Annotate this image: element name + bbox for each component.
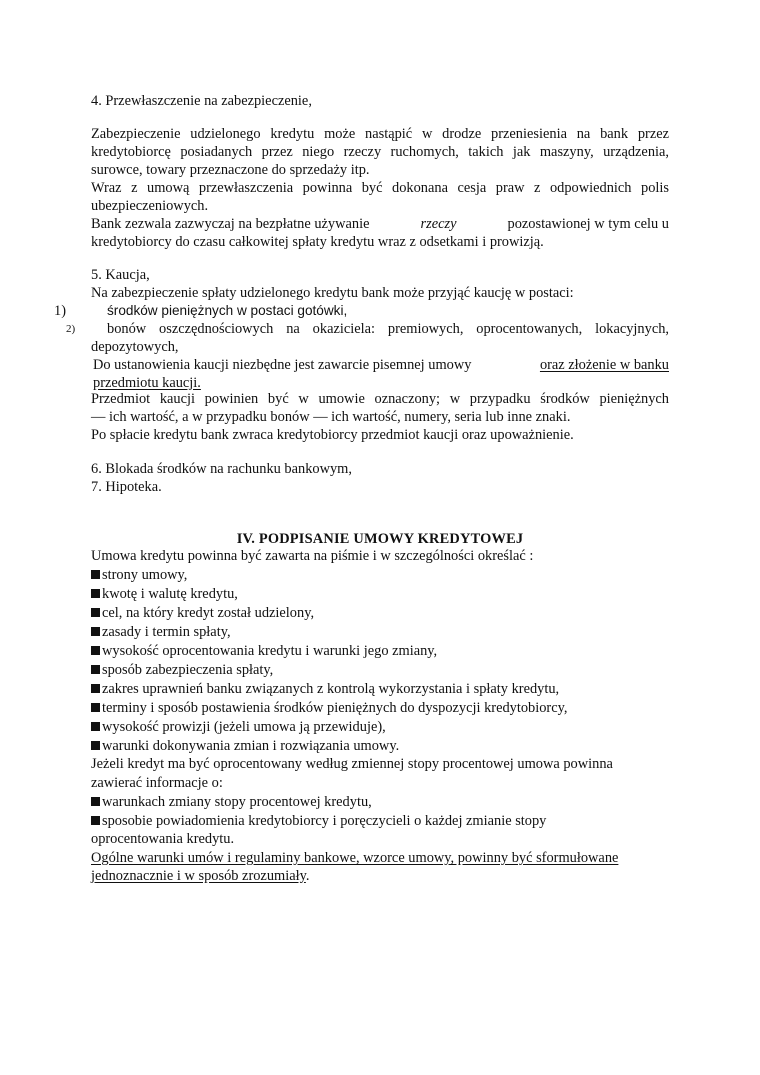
list-item [91, 680, 559, 698]
list-item [91, 661, 273, 679]
square-bullet-icon [91, 816, 100, 825]
section-4-line: Zabezpieczenie udzielonego kredytu może nastąpić w drodze przeniesienia na bank przez [91, 126, 669, 142]
section-4-text: pozostawionej w tym celu u [507, 216, 669, 232]
section-6-title: 6. Blokada środków na rachunku bankowym, [91, 461, 352, 477]
list-item-text: kwotę i walutę kredytu, [102, 586, 238, 602]
list-number: 2) [66, 323, 76, 335]
section-5-paragraph [93, 356, 669, 374]
square-bullet-icon [91, 570, 100, 579]
list-number: 1) [54, 303, 66, 319]
section-5-line: — ich wartość, a w przypadku bonów — ich wartość, numery, seria lub inne znaki. [91, 409, 571, 425]
section-iv-heading: IV. PODPISANIE UMOWY KREDYTOWEJ [236, 531, 524, 547]
section-5-line: Po spłacie kredytu bank zwraca kredytobiorcy przedmiot kaucji oraz upoważnienie. [91, 427, 574, 443]
list-item-text: sposobie powiadomienia kredytobiorcy i poręczycieli o każdej zmianie stopy [102, 813, 547, 829]
section-5-underlined: oraz złożenie w banku [539, 357, 669, 373]
list-item-text: zasady i termin spłaty, [102, 624, 231, 640]
square-bullet-icon [91, 646, 100, 655]
list-item-text: zakres uprawnień banku związanych z kontrolą wykorzystania i spłaty kredytu, [102, 681, 560, 697]
square-bullet-icon [91, 627, 100, 636]
list-item-text: wysokość prowizji (jeżeli umowa ją przewiduje), [102, 719, 386, 735]
section-7-title: 7. Hipoteka. [91, 479, 162, 495]
section-4-line: kredytobiorcy do czasu całkowitej spłaty kredytu wraz z odsetkami i prowizją. [91, 234, 544, 250]
section-4-italic-word: rzeczy [420, 216, 457, 232]
list-item-text: warunkach zmiany stopy procentowej kredytu, [102, 794, 372, 810]
list-item [91, 812, 546, 830]
section-iv-line: Jeżeli kredyt ma być oprocentowany według zmiennej stopy procentowej umowa powinna [91, 756, 613, 772]
list-item-text: warunki dokonywania zmian i rozwiązania umowy. [102, 738, 400, 754]
list-item [91, 623, 231, 641]
section-iv-line: zawierać informacje o: [91, 775, 223, 791]
list-item [91, 585, 238, 603]
section-4-line: surowce, towary przeznaczone do sprzedaży itp. [91, 162, 370, 178]
square-bullet-icon [91, 797, 100, 806]
section-4-line: Wraz z umową przewłaszczenia powinna być dokonana cesja praw z odpowiednich polis [91, 180, 669, 196]
section-4-line: kredytobiorcę posiadanych przez niego rzeczy ruchomych, takich jak maszyny, urządzenia, [91, 144, 669, 160]
square-bullet-icon [91, 684, 100, 693]
list-item [91, 737, 399, 755]
square-bullet-icon [91, 741, 100, 750]
square-bullet-icon [91, 608, 100, 617]
list-item-text: terminy i sposób postawienia środków pieniężnych do dyspozycji kredytobiorcy, [102, 700, 568, 716]
section-5-item: środków pieniężnych w postaci gotówki, [107, 303, 348, 318]
section-4-title: 4. Przewłaszczenie na zabezpieczenie, [91, 93, 312, 109]
section-iv-line: oprocentowania kredytu. [91, 831, 235, 847]
section-iv-intro: Umowa kredytu powinna być zawarta na piśmie i w szczególności określać : [91, 548, 534, 564]
section-5-item-cont: depozytowych, [91, 339, 179, 355]
square-bullet-icon [91, 722, 100, 731]
section-iv-underlined: Ogólne warunki umów i regulaminy bankowe, wzorce umowy, powinny być sformułowane [91, 850, 619, 866]
section-5-title: 5. Kaucja, [91, 267, 150, 283]
section-5-line: Przedmiot kaucji powinien być w umowie oznaczony; w przypadku środków pieniężnych [91, 391, 669, 407]
list-item-text: cel, na który kredyt został udzielony, [102, 605, 315, 621]
list-item [91, 718, 386, 736]
section-5-underlined: przedmiotu kaucji. [93, 375, 201, 391]
section-4-text: Bank zezwala zazwyczaj na bezpłatne używanie [91, 216, 370, 232]
square-bullet-icon [91, 665, 100, 674]
list-item [91, 604, 314, 622]
section-iv-underlined: jednoznacznie i w sposób zrozumiały [91, 868, 306, 884]
list-item [91, 699, 567, 717]
square-bullet-icon [91, 589, 100, 598]
section-5-intro: Na zabezpieczenie spłaty udzielonego kredytu bank może przyjąć kaucję w postaci: [91, 285, 574, 301]
list-item-text: strony umowy, [102, 567, 188, 583]
list-item-text: sposób zabezpieczenia spłaty, [102, 662, 274, 678]
list-item [91, 566, 187, 584]
period: . [305, 868, 310, 884]
square-bullet-icon [91, 703, 100, 712]
list-item [91, 793, 372, 811]
section-iv-final-line [91, 867, 309, 885]
list-item [91, 642, 437, 660]
section-5-text: Do ustanowienia kaucji niezbędne jest zawarcie pisemnej umowy [93, 357, 472, 373]
section-4-line-mixed [91, 215, 669, 233]
section-4-line: ubezpieczeniowych. [91, 198, 209, 214]
list-item-text: wysokość oprocentowania kredytu i warunki jego zmiany, [102, 643, 438, 659]
section-5-item: bonów oszczędnościowych na okaziciela: premiowych, oprocentowanych, lokacyjnych, [107, 321, 669, 337]
